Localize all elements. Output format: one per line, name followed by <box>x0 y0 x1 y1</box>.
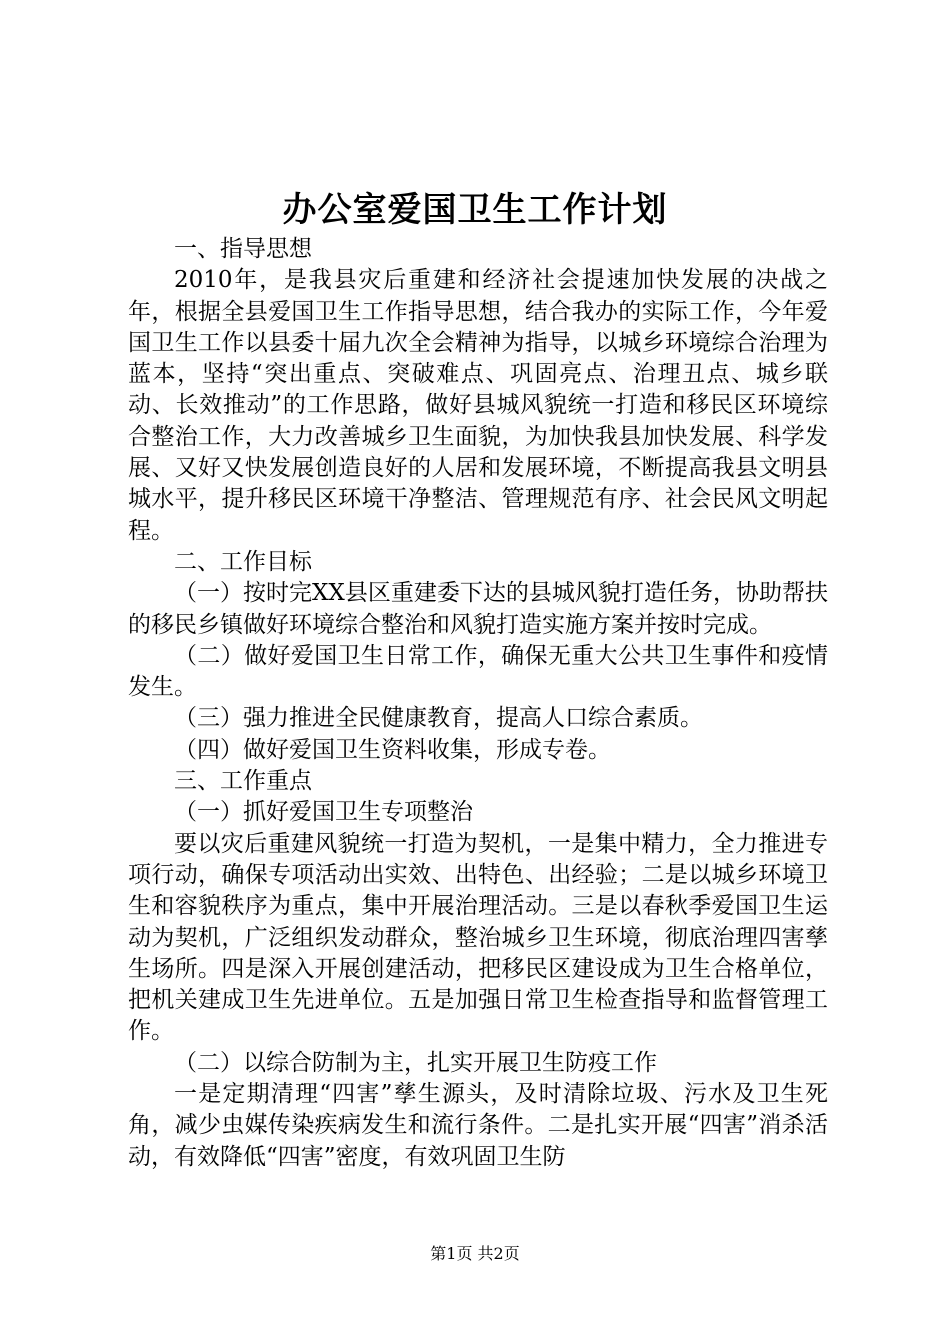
document-title: 办公室爱国卫生工作计划 <box>282 190 668 230</box>
goal-item-3: （三）强力推进全民健康教育，提高人口综合素质。 <box>174 705 703 732</box>
page-footer: 第1页 共2页 <box>430 1244 520 1263</box>
document-body <box>128 234 828 1173</box>
goal-item-4: （四）做好爱国卫生资料收集，形成专卷。 <box>174 736 611 763</box>
paragraph-guiding-thought: 2010年，是我县灾后重建和经济社会提速加快发展的决战之年，根据全县爱国卫生工作指导思想，结合我办的实际工作，今年爱国卫生工作以县委十届九次全会精神为指导，以城乡环境综合治理为蓝本，坚持“突出重点、突破难点、巩固亮点、治理丑点、城乡联动、长效推动”的工作思路，做好县城风貌统一打造和移民区环境综合整治工作，大力改善城乡卫生面貌，为加快我县加快发展、科学发展、又好又快发展创造良好的人居和发展环境，不断提高我县文明县城水平，提升移民区环境干净整洁、管理规范有序、社会民风文明起程。 <box>128 267 828 544</box>
section-heading-key-work: 三、工作重点 <box>174 768 312 795</box>
goal-item-2: （二）做好爱国卫生日常工作，确保无重大公共卫生事件和疫情发生。 <box>128 642 828 701</box>
section-heading-goals: 二、工作目标 <box>174 548 312 575</box>
subheading-special-rectification: （一）抓好爱国卫生专项整治 <box>174 799 473 826</box>
paragraph-epidemic-prevention: 一是定期清理“四害”孳生源头，及时清除垃圾、污水及卫生死角，减少虫媒传染疾病发生和流行条件。二是扎实开展“四害”消杀活动，有效降低“四害”密度，有效巩固卫生防 <box>128 1081 828 1170</box>
paragraph-special-rectification: 要以灾后重建风貌统一打造为契机，一是集中精力，全力推进专项行动，确保专项活动出实效、出特色、出经验；二是以城乡环境卫生和容貌秩序为重点，集中开展治理活动。三是以春秋季爱国卫生运动为契机，广泛组织发动群众，整治城乡卫生环境，彻底治理四害孳生场所。四是深入开展创建活动，把移民区建设成为卫生合格单位，把机关建成卫生先进单位。五是加强日常卫生检查指导和监督管理工作。 <box>128 830 828 1045</box>
goal-item-1: （一）按时完XX县区重建委下达的县城风貌打造任务，协助帮扶的移民乡镇做好环境综合整治和风貌打造实施方案并按时完成。 <box>128 580 828 638</box>
section-heading-guiding-thought: 一、指导思想 <box>174 236 312 262</box>
subheading-epidemic-prevention: （二）以综合防制为主，扎实开展卫生防疫工作 <box>174 1049 657 1076</box>
